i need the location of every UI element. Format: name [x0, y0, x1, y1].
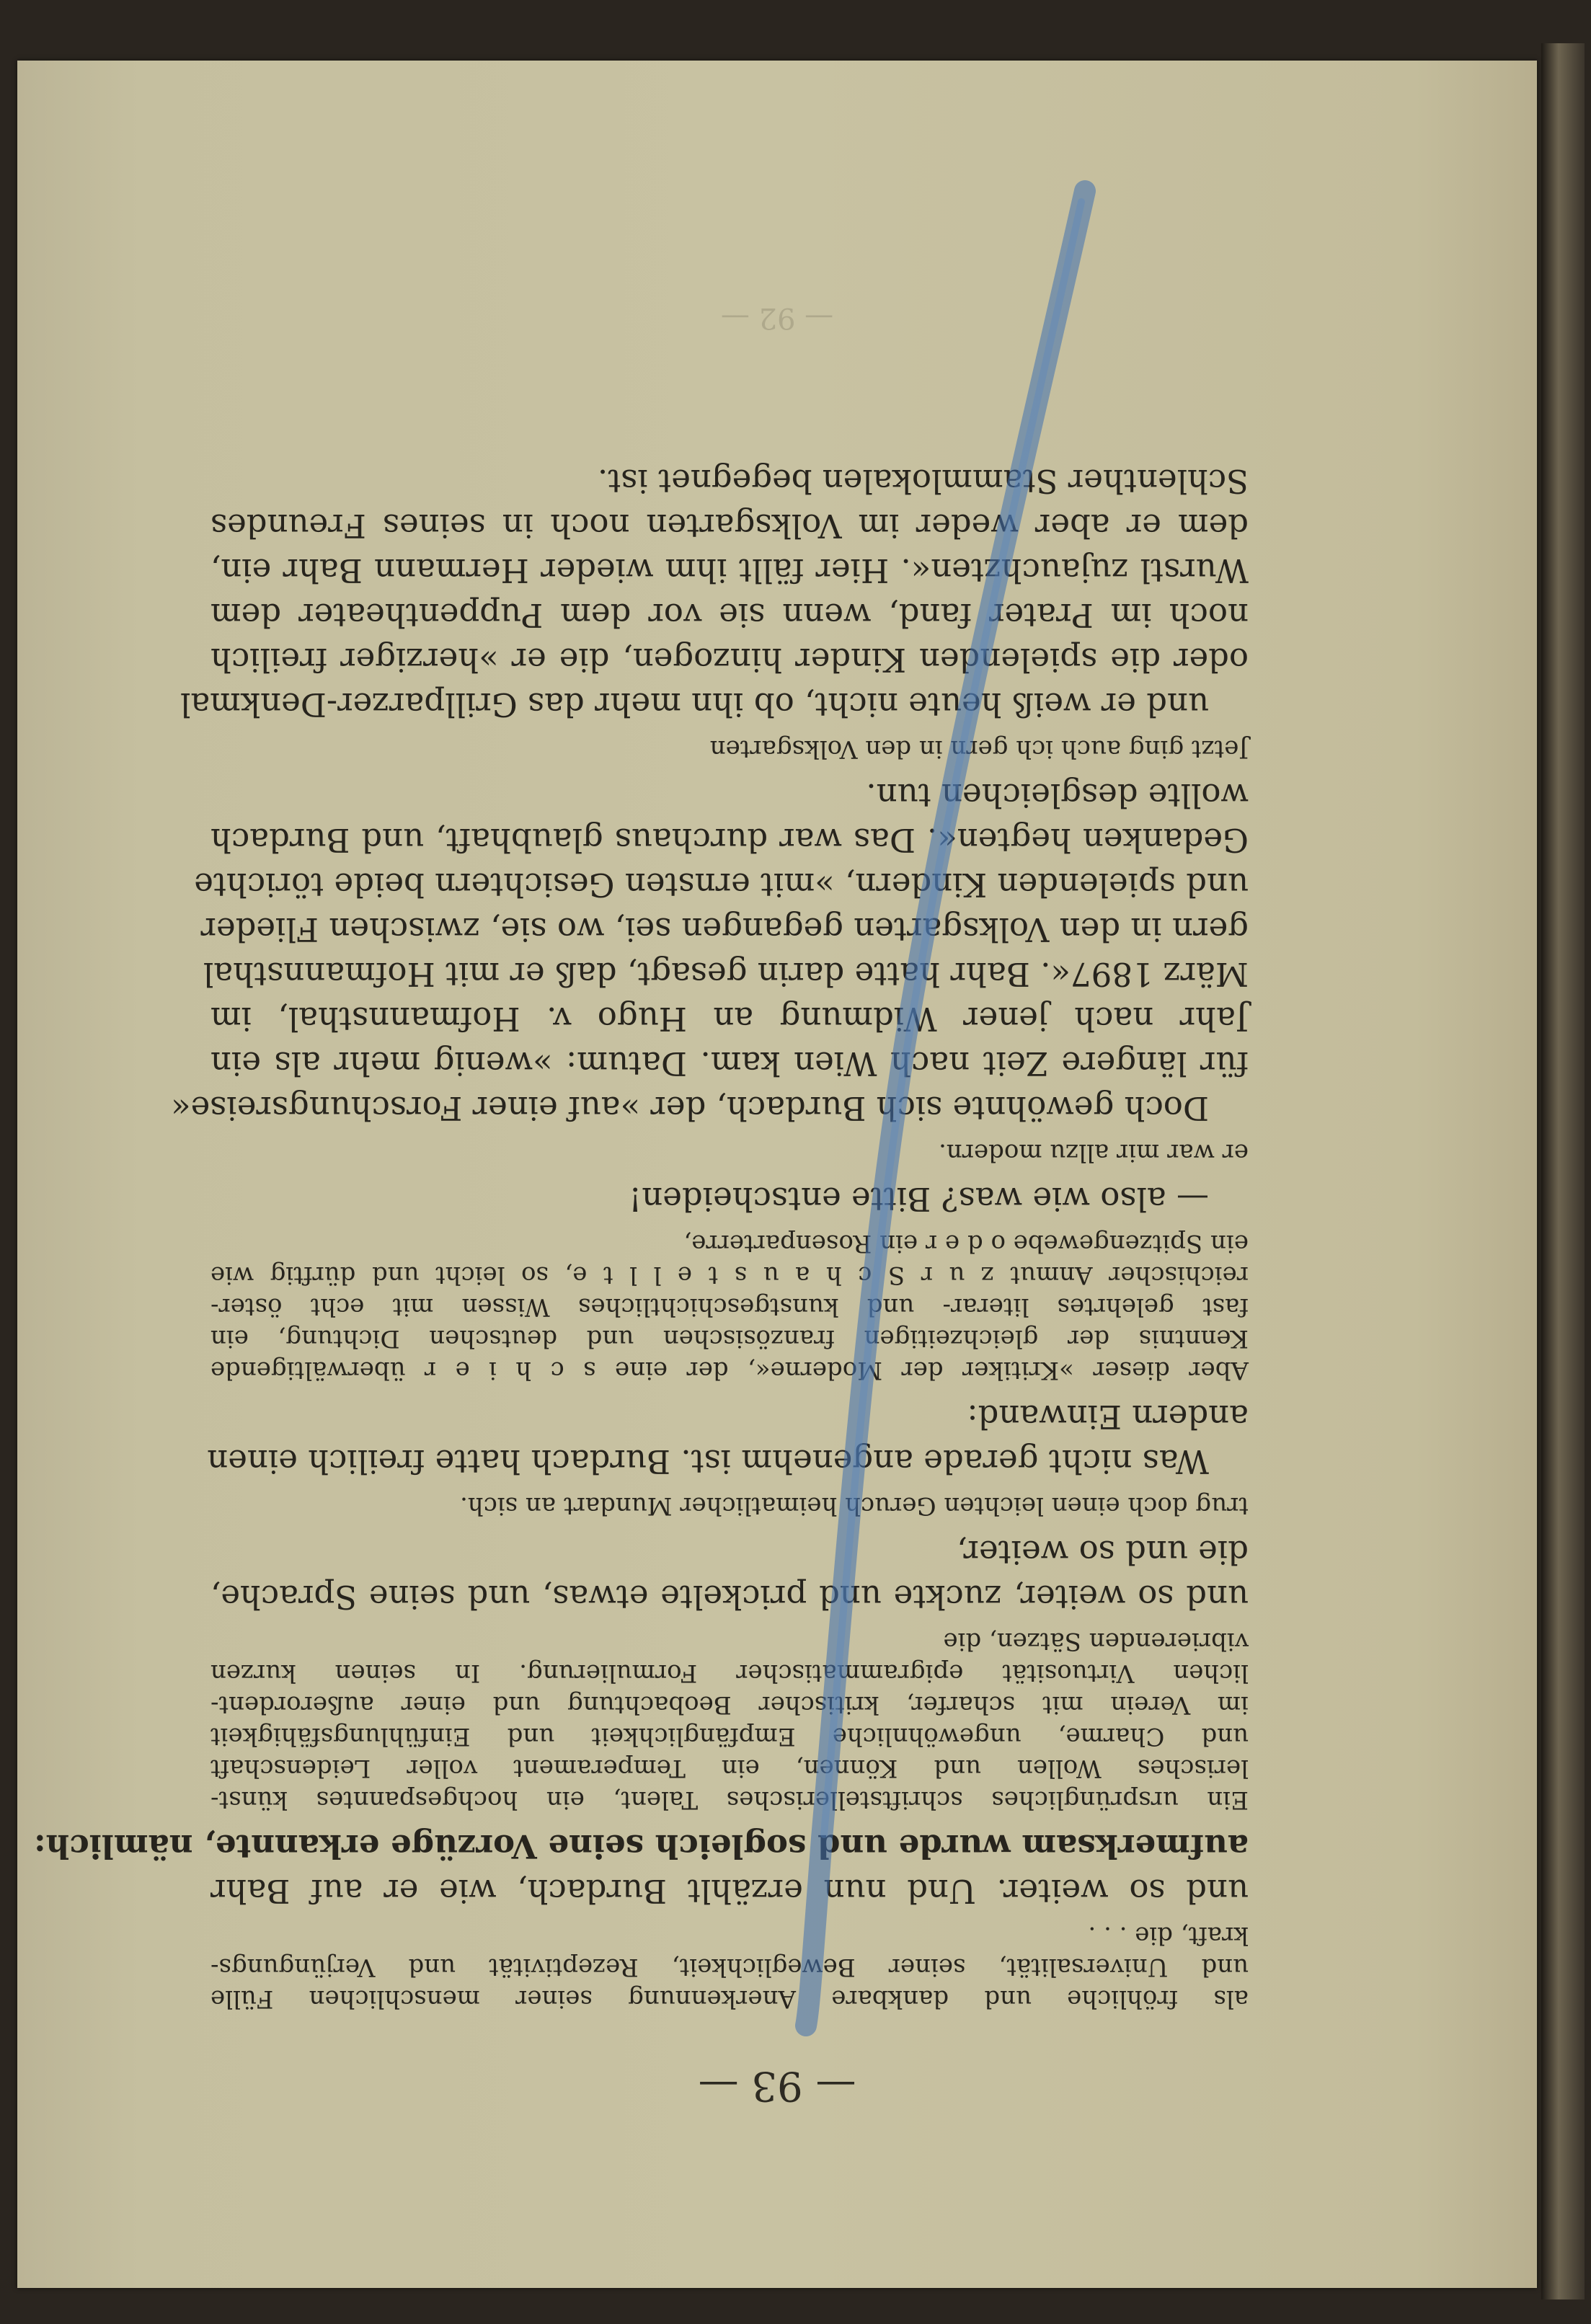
text-line: als fröhliche und dankbare Anerkennung seiner menschlichen Fülle: [210, 1984, 1249, 2013]
text-line: — also wie was? Bitte entscheiden!: [629, 1180, 1209, 1218]
text-line: lichen Virtuosität epigrammatischer Formulierung. In seinen kurzen: [210, 1659, 1249, 1687]
text-line: vibrierenden Sätzen, die: [943, 1627, 1249, 1656]
text-line: kraft, die . . .: [1088, 1921, 1249, 1950]
faint-bleedthrough-page-number: — 92 —: [720, 301, 834, 334]
text-line: und Charme, ungewöhnliche Empfänglichkeit und Einfühlungsfähigkeit: [210, 1722, 1249, 1751]
text-line: fast gelehrtes literar- und kunstgeschichtliches Wissen mit echt öster-: [210, 1292, 1249, 1321]
text-line: Wurstl zujauchzten«. Hier fällt ihm wieder Hermann Bahr ein,: [210, 551, 1249, 590]
text-line: und so weiter, zuckte und prickelte etwas, und seine Sprache,: [210, 1578, 1249, 1616]
text-line: Was nicht gerade angenehm ist. Burdach hatte freilich einen: [207, 1442, 1209, 1481]
text-line: gern in den Volksgarten gegangen sei, wo sie, zwischen Flieder: [200, 910, 1249, 949]
text-line: Schlenther Stammlokalen begegnet ist.: [597, 462, 1249, 500]
text-line: Kenntnis der gleichzeitigen französischen und deutschen Dichtung, ein: [210, 1324, 1249, 1353]
text-line: Aber dieser »Kritiker der Moderne«, der eine s c h i e r überwältigende: [210, 1356, 1249, 1385]
pencil-line: [806, 191, 1085, 2026]
text-line: und er weiß heute nicht, ob ihn mehr das Grillparzer-Denkmal: [180, 686, 1209, 724]
text-line: noch im Prater fand, wenn sie vor dem Puppentheater dem: [210, 596, 1249, 634]
text-line: und spielenden Kindern, »mit ernsten Gesichtern beide törichte: [194, 866, 1249, 904]
text-line: Jahr nach jener Widmung an Hugo v. Hofmannsthal, im: [210, 1000, 1249, 1038]
pencil-line-highlight: [824, 202, 1081, 1835]
text-line: er war mir allzu modern.: [939, 1138, 1249, 1167]
text-line: ein Spitzengewebe o d e r ein Rosenparterre,: [683, 1229, 1249, 1258]
text-line: lerisches Wollen und Können, ein Temperament voller Leidenschaft: [210, 1754, 1249, 1783]
text-line: März 1897«. Bahr hatte darin gesagt, daß er mit Hofmannsthal: [203, 955, 1249, 993]
text-line: für längere Zeit nach Wien kam. Datum: »wenig mehr als ein: [210, 1045, 1249, 1083]
text-line: im Verein mit scharfer, kritischer Beobachtung und einer außerordent-: [210, 1690, 1249, 1719]
text-line: wollte desgleichen tun.: [866, 776, 1249, 815]
text-line: Ein ursprüngliches schriftstellerisches Talent, ein hochgespanntes künst-: [210, 1786, 1249, 1814]
text-line: oder die spielenden Kinder hinzogen, die er »herziger freilich: [210, 641, 1249, 679]
text-line: und Universalität, seiner Beweglichkeit, Rezeptivität und Verjüngungs-: [210, 1953, 1249, 1982]
text-line: trug doch einen leichten Geruch heimatlicher Mundart an sich.: [460, 1491, 1249, 1520]
text-line: aufmerksam wurde und sogleich seine Vorzüge erkannte, nämlich:: [34, 1827, 1249, 1866]
text-line: Gedanken hegten«. Das war durchaus glaubhaft, und Burdach: [210, 821, 1249, 859]
text-line: dem er aber weder im Volksgarten noch in seines Freundes: [210, 507, 1249, 545]
text-line: Doch gewöhnte sich Burdach, der »auf einer Forschungsreise«: [171, 1089, 1209, 1127]
text-line: und so weiter. Und nun erzählt Burdach, wie er auf Bahr: [210, 1872, 1249, 1910]
text-line: Jetzt ging auch ich gern in den Volksgarten: [709, 735, 1249, 763]
text-line: reichischer Anmut z u r S c h a u s t e l l t e, so leicht und dürftig wie: [210, 1261, 1249, 1290]
text-line: die und so weiter,: [957, 1533, 1249, 1571]
text-line: andern Einwand:: [967, 1398, 1249, 1436]
page-number: — 93 —: [698, 2062, 856, 2109]
